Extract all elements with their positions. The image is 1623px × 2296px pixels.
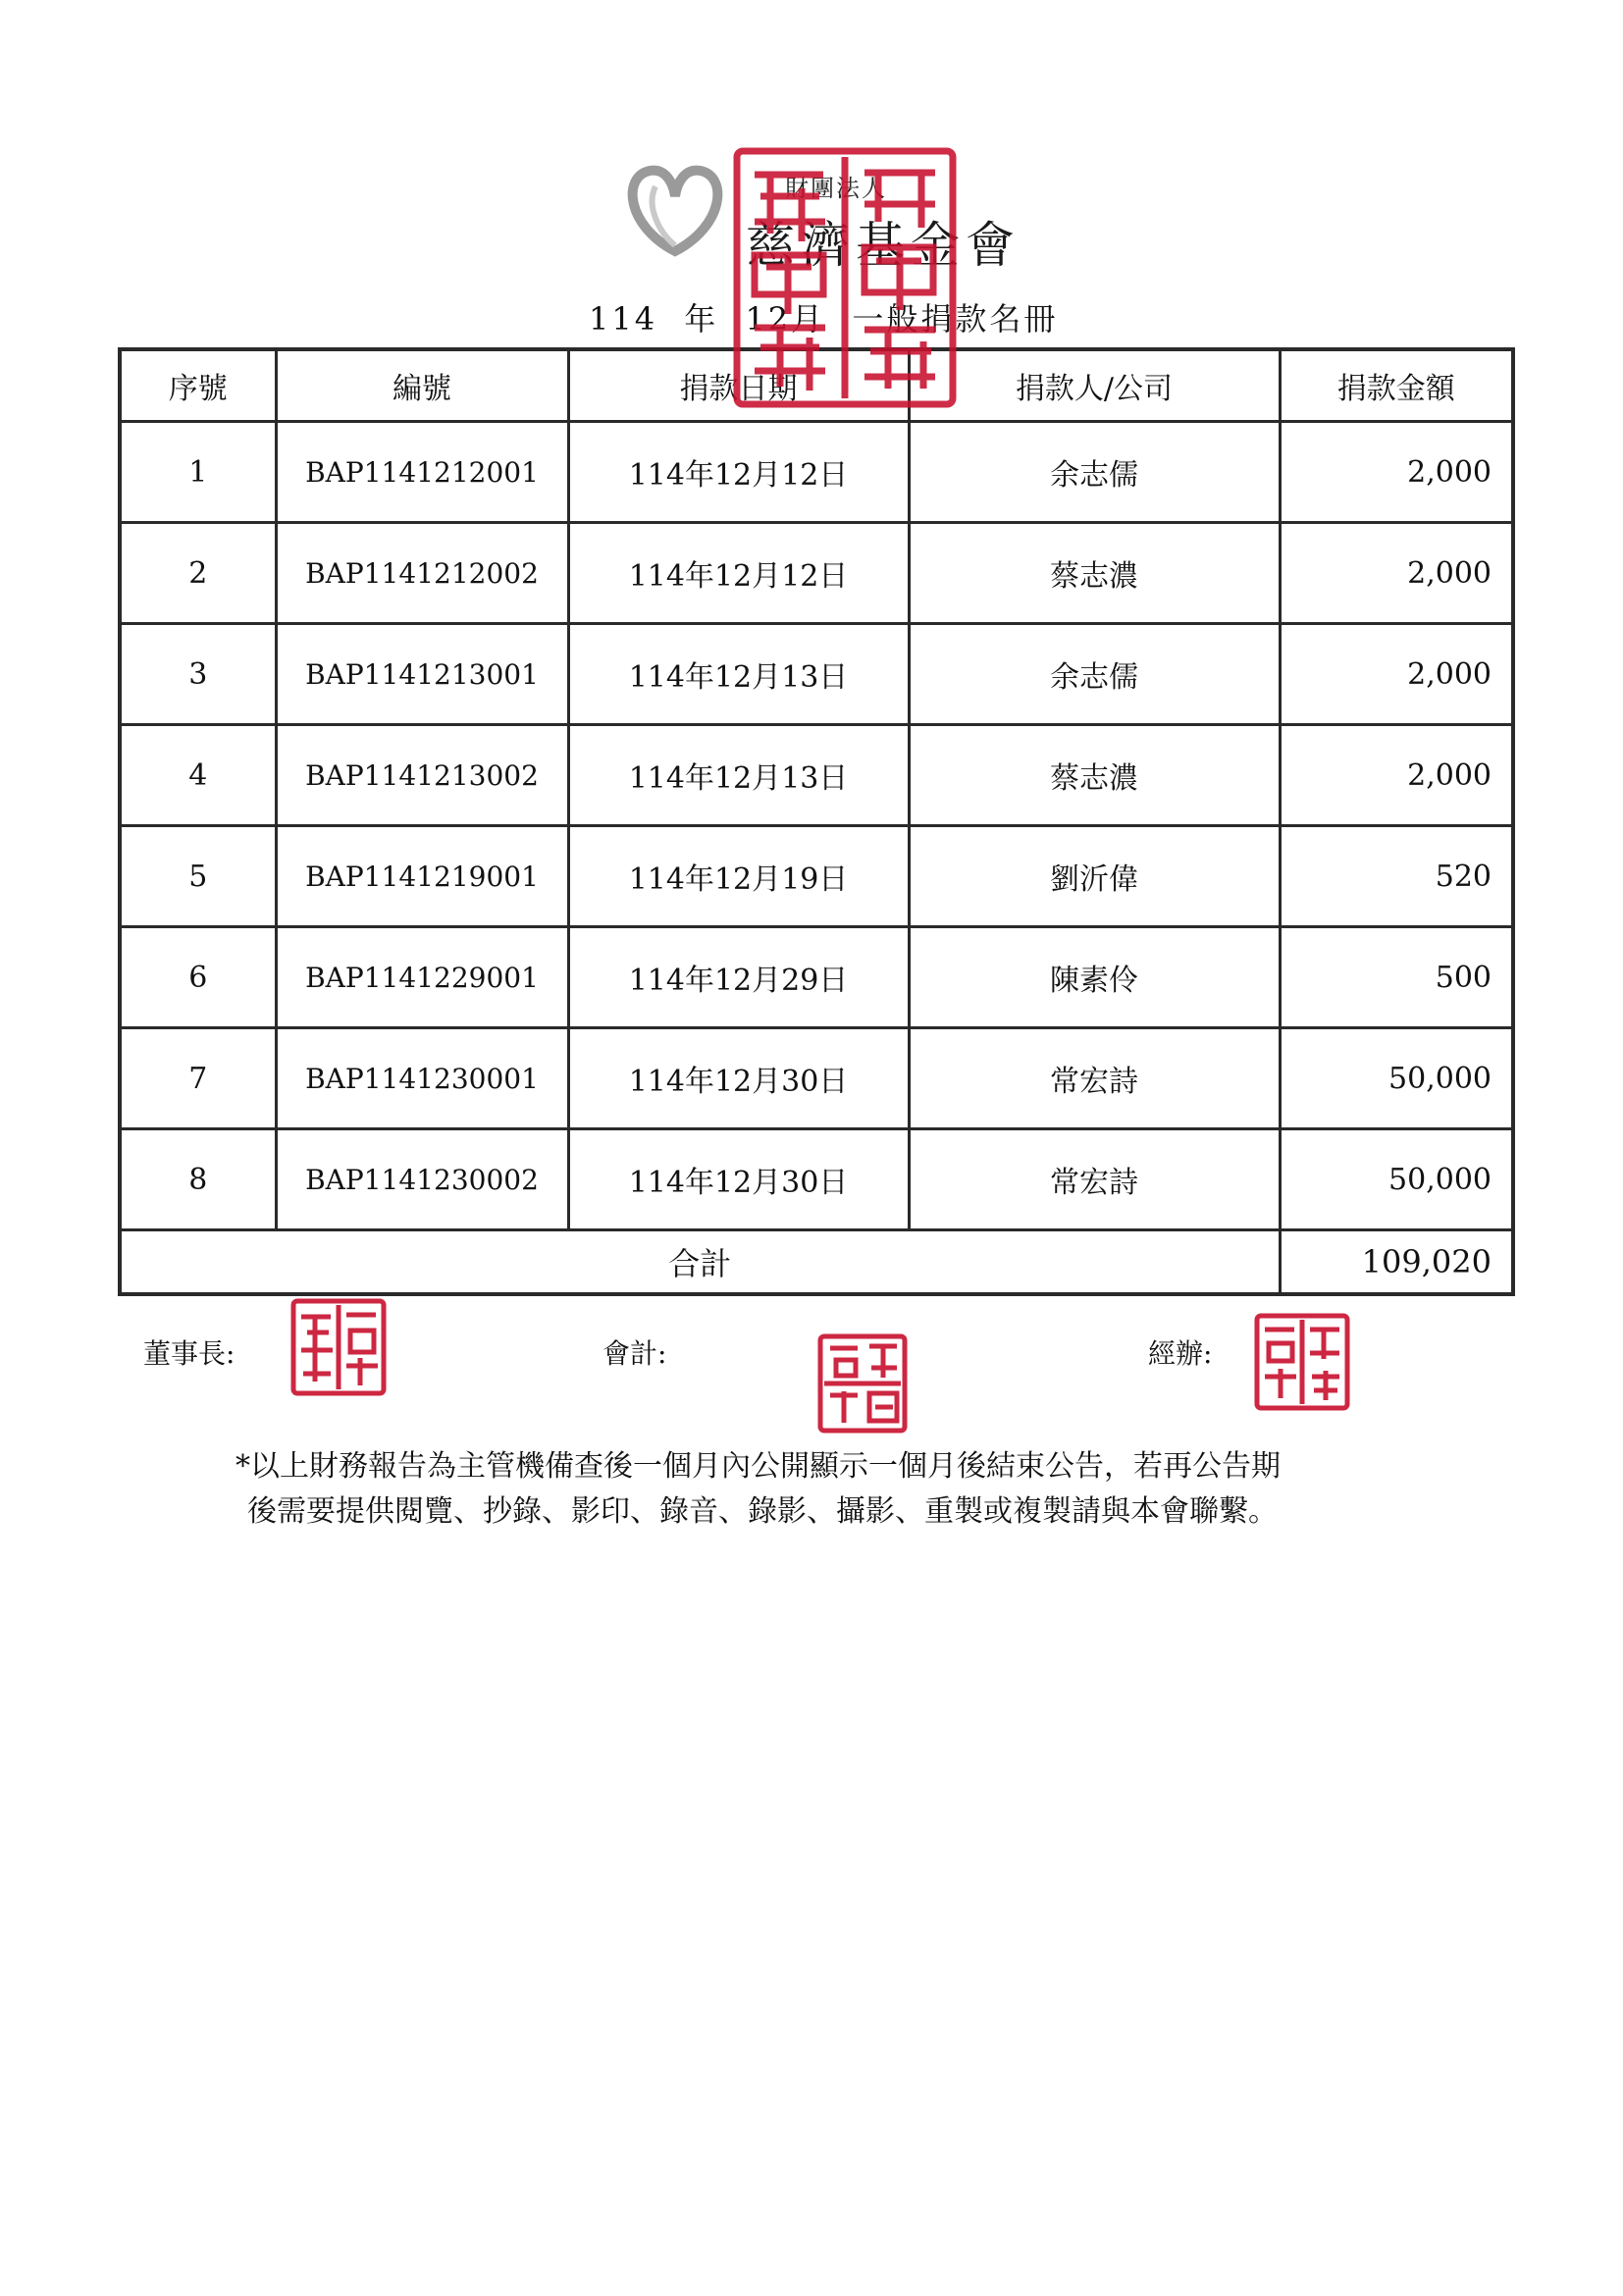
row-amount: 2,000 (1280, 624, 1513, 725)
row-seq: 5 (120, 826, 276, 927)
row-code: BAP1141219001 (276, 826, 568, 927)
row-date: 114年12月29日 (568, 927, 909, 1028)
row-amount: 520 (1280, 826, 1513, 927)
total-amount: 109,020 (1280, 1230, 1513, 1295)
row-date: 114年12月19日 (568, 826, 909, 927)
row-date: 114年12月13日 (568, 725, 909, 826)
row-seq: 7 (120, 1028, 276, 1129)
note-line-1: *以上財務報告為主管機備查後一個月內公開顯示一個月後結束公告，若再公告期 (236, 1449, 1281, 1484)
row-seq: 4 (120, 725, 276, 826)
accountant-signature-label: 會計: (602, 1337, 667, 1370)
handler-seal-icon (1253, 1312, 1351, 1412)
row-donor: 劉沂偉 (909, 826, 1280, 927)
table-row (120, 624, 1513, 725)
row-seq: 6 (120, 927, 276, 1028)
document-title (589, 294, 1072, 339)
col-header-seq: 序號 (120, 349, 276, 422)
row-amount: 2,000 (1280, 422, 1513, 523)
table-header-row (120, 349, 1513, 422)
table-row (120, 422, 1513, 523)
disclosure-note (236, 1444, 1413, 1535)
row-donor: 蔡志濃 (909, 725, 1280, 826)
row-donor: 常宏詩 (909, 1028, 1280, 1129)
row-donor: 常宏詩 (909, 1129, 1280, 1230)
col-header-date: 捐款日期 (568, 349, 909, 422)
total-row (120, 1230, 1513, 1295)
row-date: 114年12月13日 (568, 624, 909, 725)
col-header-amount: 捐款金額 (1280, 349, 1513, 422)
col-header-donor: 捐款人/公司 (909, 349, 1280, 422)
row-donor: 余志儒 (909, 624, 1280, 725)
title-year-unit: 年 (684, 300, 719, 338)
foundation-logo-icon (616, 157, 734, 265)
title-year: 114 (589, 300, 658, 338)
chairman-seal-icon (289, 1297, 388, 1397)
table-row (120, 1129, 1513, 1230)
org-type-label: 財團法人 (785, 175, 887, 202)
row-date: 114年12月12日 (568, 523, 909, 624)
table-row (120, 523, 1513, 624)
row-date: 114年12月30日 (568, 1028, 909, 1129)
accountant-seal-icon (816, 1332, 909, 1435)
row-date: 114年12月12日 (568, 422, 909, 523)
row-amount: 50,000 (1280, 1028, 1513, 1129)
row-code: BAP1141229001 (276, 927, 568, 1028)
row-donor: 陳素伶 (909, 927, 1280, 1028)
org-name: 慈濟基金會 (746, 217, 1021, 274)
row-seq: 1 (120, 422, 276, 523)
title-month: 12月 (745, 300, 826, 338)
row-code: BAP1141230002 (276, 1129, 568, 1230)
row-code: BAP1141212001 (276, 422, 568, 523)
row-code: BAP1141213001 (276, 624, 568, 725)
row-seq: 3 (120, 624, 276, 725)
row-amount: 50,000 (1280, 1129, 1513, 1230)
row-code: BAP1141213002 (276, 725, 568, 826)
row-amount: 500 (1280, 927, 1513, 1028)
handler-signature-label: 經辦: (1148, 1337, 1213, 1370)
row-seq: 8 (120, 1129, 276, 1230)
table-row (120, 1028, 1513, 1129)
table-row (120, 725, 1513, 826)
donation-ledger-table (118, 347, 1515, 1296)
row-seq: 2 (120, 523, 276, 624)
row-code: BAP1141230001 (276, 1028, 568, 1129)
row-amount: 2,000 (1280, 725, 1513, 826)
row-code: BAP1141212002 (276, 523, 568, 624)
row-donor: 余志儒 (909, 422, 1280, 523)
row-date: 114年12月30日 (568, 1129, 909, 1230)
table-row (120, 826, 1513, 927)
chairman-signature-label: 董事長: (143, 1337, 236, 1370)
note-line-2: 後需要提供閱覽、抄錄、影印、錄音、錄影、攝影、重製或複製請與本會聯繫。 (247, 1494, 1278, 1529)
row-amount: 2,000 (1280, 523, 1513, 624)
table-row (120, 927, 1513, 1028)
col-header-code: 編號 (276, 349, 568, 422)
total-label: 合計 (120, 1230, 1280, 1295)
row-donor: 蔡志濃 (909, 523, 1280, 624)
title-suffix: 一般捐款名冊 (852, 300, 1059, 338)
